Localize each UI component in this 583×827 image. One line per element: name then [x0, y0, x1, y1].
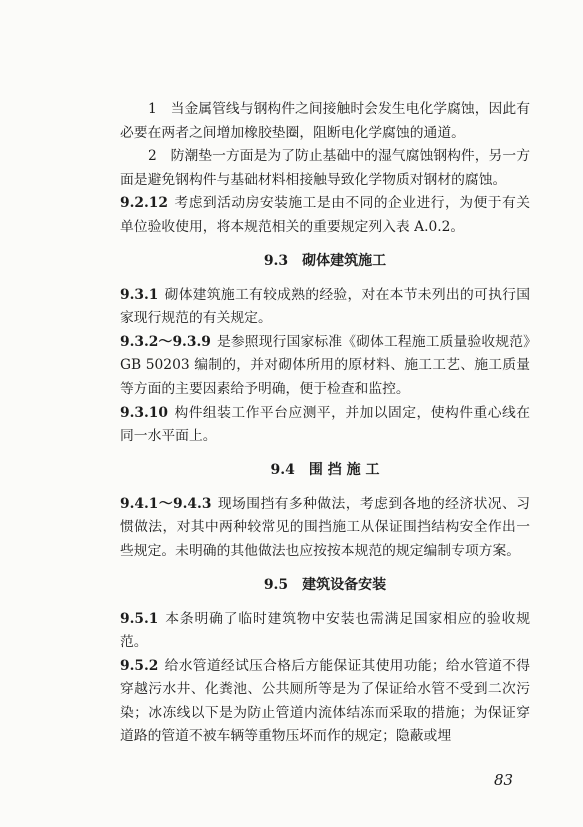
clause-text: 构件组装工作平台应测平，并加以固定，使构件重心线在同一水平面上。: [120, 404, 530, 445]
section-heading: 9.4 围 挡 施 工: [270, 461, 380, 478]
clause-number: 9.2.12: [120, 195, 169, 212]
clause-9-2-12: [120, 192, 530, 239]
list-item: 1 当金属管线与钢构件之间接触时会发生电化学腐蚀，因此有必要在两者之间增加橡胶垫圈，阻断电化学腐蚀的通道。: [120, 101, 530, 141]
page-number: 83: [494, 771, 514, 789]
page-body: [120, 98, 530, 749]
clause-9-3-2: [120, 331, 530, 402]
clause-number: 9.5.2: [120, 657, 159, 674]
clause-text: 给水管道经试压合格后方能保证其使用功能；给水管道不得穿越污水井、化粪池、公共厕所等是为了保证给水管不受到二次污染；冰冻线以下是为防止管道内流体结冻而采取的措施；为保证穿道路的管道不被车辆等重物压坏而作的规定；隐蔽或埋: [120, 657, 530, 745]
clause-9-3-1: [120, 284, 530, 331]
clause-text: 是参照现行国家标准《砌体工程施工质量验收规范》GB 50203 编制的，并对砌体所用的原材料、施工工艺、施工质量等方面的主要因素给予明确，便于检查和监控。: [120, 333, 531, 397]
clause-text: 考虑到活动房安装施工是由不同的企业进行，为便于有关单位验收使用，将本规范相关的重要规定列入表 A.0.2。: [120, 195, 530, 235]
section-heading: 9.5 建筑设备安装: [263, 576, 387, 593]
clause-number: 9.3.10: [120, 404, 169, 421]
clause-9-5-2: [120, 655, 530, 749]
clause-number: 9.3.2～9.3.9: [120, 333, 211, 350]
clause-number: 9.3.1: [120, 286, 159, 303]
section-heading: 9.3 砌体建筑施工: [263, 252, 387, 269]
clause-text: 本条明确了临时建筑物中安装也需满足国家相应的验收规范。: [120, 610, 530, 651]
list-item: 2 防潮垫一方面是为了防止基础中的湿气腐蚀钢构件，另一方面是避免钢构件与基础材料相接触导致化学物质对钢材的腐蚀。: [120, 148, 530, 188]
clause-9-4-1: [120, 493, 530, 564]
clause-text: 现场围挡有多种做法，考虑到各地的经济状况、习惯做法，对其中两种较常见的围挡施工从保证围挡结构安全作出一些规定。未明确的其他做法也应按按本规范的规定编制专项方案。: [120, 495, 531, 559]
clause-text: 砌体建筑施工有较成熟的经验，对在本节未列出的可执行国家现行规范的有关规定。: [120, 286, 530, 327]
clause-9-3-10: [120, 402, 530, 449]
clause-number: 9.4.1～9.4.3: [120, 495, 212, 512]
clause-number: 9.5.1: [120, 610, 159, 627]
clause-9-5-1: [120, 608, 530, 655]
